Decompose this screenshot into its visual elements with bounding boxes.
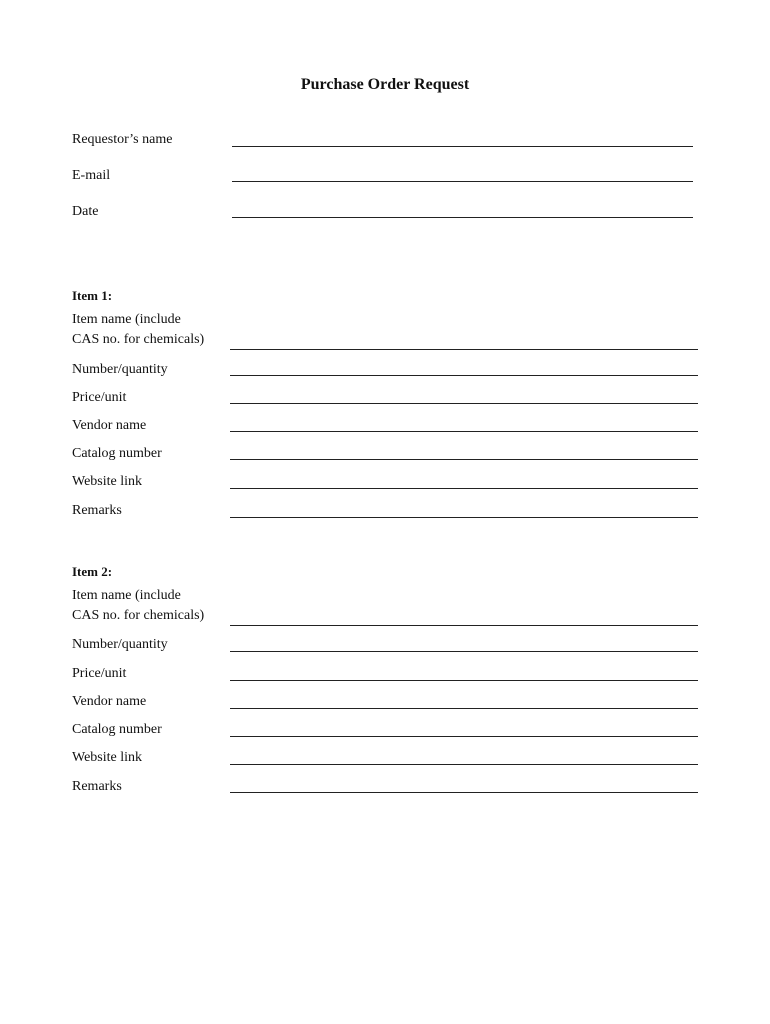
date-label: Date: [72, 204, 99, 219]
requestor-name-field[interactable]: [232, 146, 693, 147]
item-1-price-label: Price/unit: [72, 390, 127, 405]
item-2-name-field[interactable]: [230, 625, 698, 626]
item-1-name-label: Item name (include CAS no. for chemicals): [72, 312, 205, 347]
item-2-website-label: Website link: [72, 750, 143, 765]
item-1-catalog-field[interactable]: [230, 459, 698, 460]
item-2-quantity-field[interactable]: [230, 651, 698, 652]
item-2-website-field[interactable]: [230, 764, 698, 765]
item-1-heading: Item 1:: [72, 288, 113, 303]
item-1-remarks-label: Remarks: [72, 503, 122, 518]
item-2-catalog-label: Catalog number: [72, 722, 162, 737]
item-1-quantity-field[interactable]: [230, 375, 698, 376]
item-2-remarks-field[interactable]: [230, 792, 698, 793]
item-1-vendor-field[interactable]: [230, 431, 698, 432]
item-1-vendor-label: Vendor name: [72, 418, 147, 433]
item-2-heading: Item 2:: [72, 564, 113, 579]
item-2-catalog-field[interactable]: [230, 736, 698, 737]
item-1-website-label: Website link: [72, 474, 143, 489]
item-2-vendor-label: Vendor name: [72, 694, 147, 709]
item-2-name-label: Item name (include CAS no. for chemicals): [72, 588, 205, 623]
requestor-name-label: Requestor’s name: [72, 132, 173, 147]
item-2-vendor-field[interactable]: [230, 708, 698, 709]
page-title: Purchase Order Request: [300, 76, 470, 93]
item-1-name-field[interactable]: [230, 349, 698, 350]
item-1-catalog-label: Catalog number: [72, 446, 162, 461]
date-field[interactable]: [232, 217, 693, 218]
email-label: E-mail: [72, 168, 111, 183]
item-2-quantity-label: Number/quantity: [72, 637, 168, 652]
item-2-remarks-label: Remarks: [72, 779, 122, 794]
item-1-price-field[interactable]: [230, 403, 698, 404]
item-1-quantity-label: Number/quantity: [72, 362, 168, 377]
item-2-price-label: Price/unit: [72, 666, 127, 681]
item-1-remarks-field[interactable]: [230, 517, 698, 518]
item-1-website-field[interactable]: [230, 488, 698, 489]
item-2-price-field[interactable]: [230, 680, 698, 681]
email-field[interactable]: [232, 181, 693, 182]
